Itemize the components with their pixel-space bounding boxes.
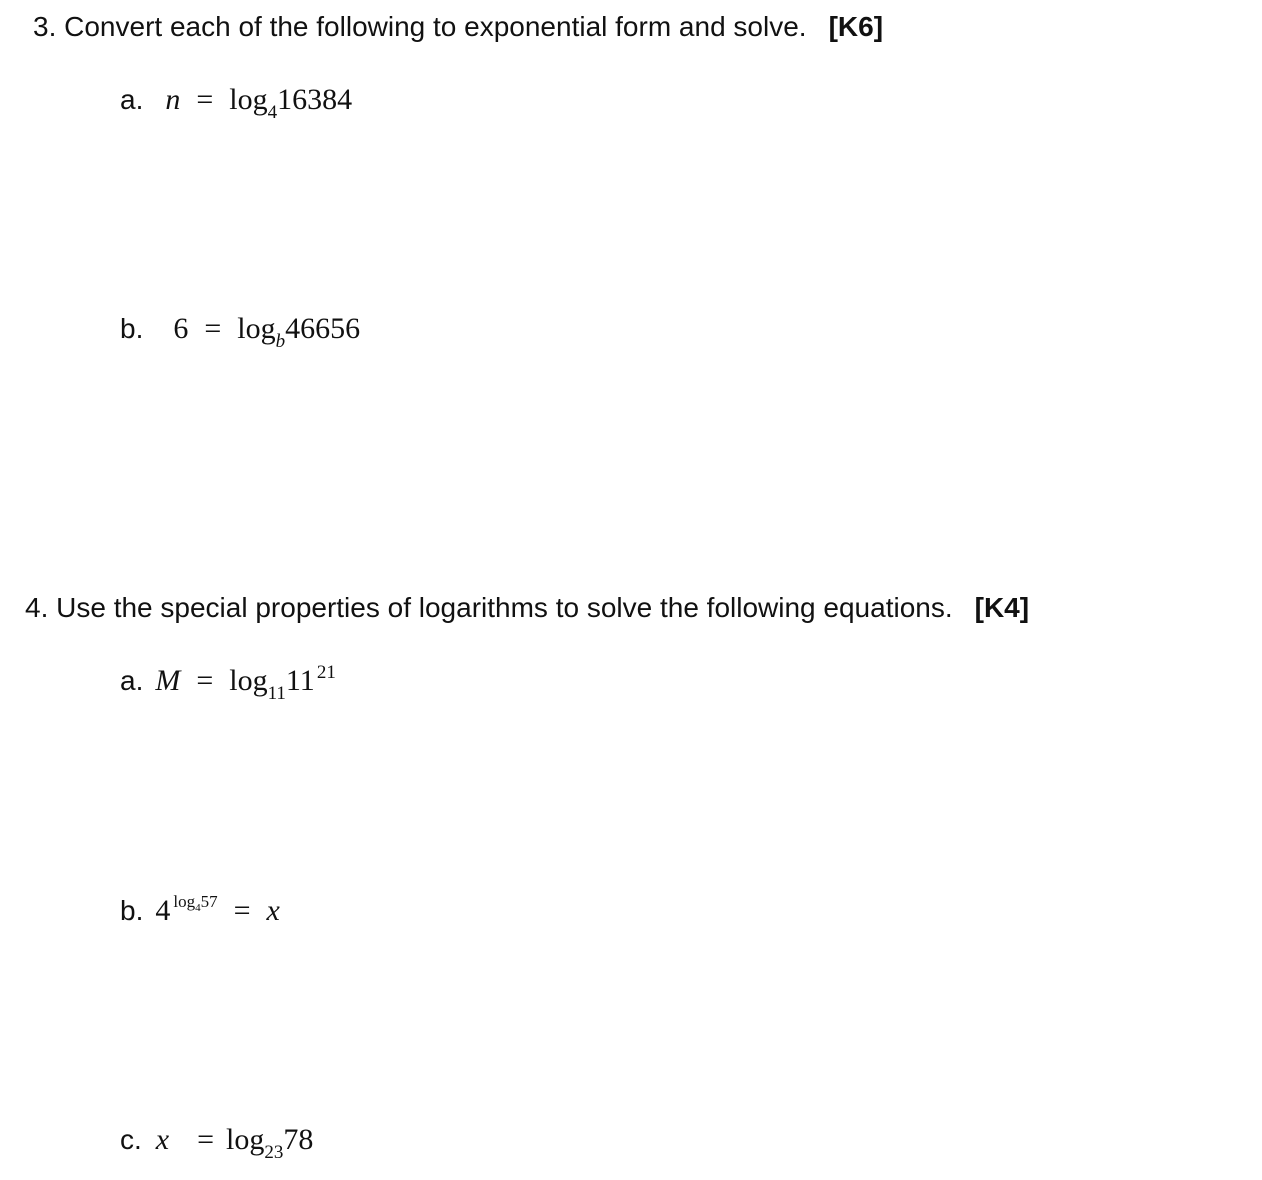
log-base: b <box>275 331 286 352</box>
equals-sign: = <box>196 664 214 697</box>
item-label: c. <box>120 1124 142 1155</box>
variable-x: x <box>155 1123 170 1156</box>
equation-3b <box>173 309 360 353</box>
equation-4a <box>155 661 335 705</box>
question-4a <box>120 661 336 706</box>
variable-m: M <box>155 664 181 697</box>
equation-4c <box>156 1120 314 1164</box>
item-label: b. <box>120 313 144 344</box>
equals-sign: = <box>197 1123 215 1156</box>
question-4-heading <box>25 591 1029 625</box>
power-exponent <box>173 892 218 914</box>
exponent-log-function: log <box>173 892 196 911</box>
question-4-marks: [K4] <box>974 592 1030 623</box>
power-base: 4 <box>155 894 171 927</box>
question-3-heading <box>33 10 883 44</box>
equals-sign: = <box>196 83 214 116</box>
log-base: 11 <box>267 683 286 704</box>
question-3-text: 3. Convert each of the following to exponential form and solve. <box>33 11 807 42</box>
log-function: log <box>229 664 268 697</box>
exponent-log-argument: 57 <box>200 892 218 911</box>
item-label: b. <box>120 895 144 926</box>
log-argument: 16384 <box>277 83 353 116</box>
log-base: 23 <box>264 1142 284 1163</box>
question-4b <box>120 891 280 937</box>
equals-sign: = <box>204 312 222 345</box>
item-label: a. <box>120 665 144 696</box>
log-argument: 11 <box>285 664 315 697</box>
question-3-marks: [K6] <box>828 11 884 42</box>
lhs-value: 6 <box>173 312 189 345</box>
log-function: log <box>237 312 276 345</box>
question-3b <box>120 309 360 354</box>
question-4-text: 4. Use the special properties of logarithms to solve the following equations. <box>25 592 953 623</box>
equation-4b <box>155 891 279 937</box>
log-base: 4 <box>267 102 278 123</box>
item-label: a. <box>120 84 144 115</box>
log-function: log <box>226 1123 265 1156</box>
question-3a <box>120 80 352 125</box>
log-argument: 78 <box>283 1123 314 1156</box>
argument-exponent: 21 <box>316 662 336 683</box>
question-4c <box>120 1120 313 1165</box>
exponent-log-base: 4 <box>195 902 201 914</box>
equals-sign: = <box>233 894 251 927</box>
log-argument: 46656 <box>285 312 361 345</box>
variable-n: n <box>165 83 181 116</box>
equation-3a <box>165 80 352 124</box>
log-function: log <box>229 83 268 116</box>
variable-x: x <box>266 894 280 927</box>
